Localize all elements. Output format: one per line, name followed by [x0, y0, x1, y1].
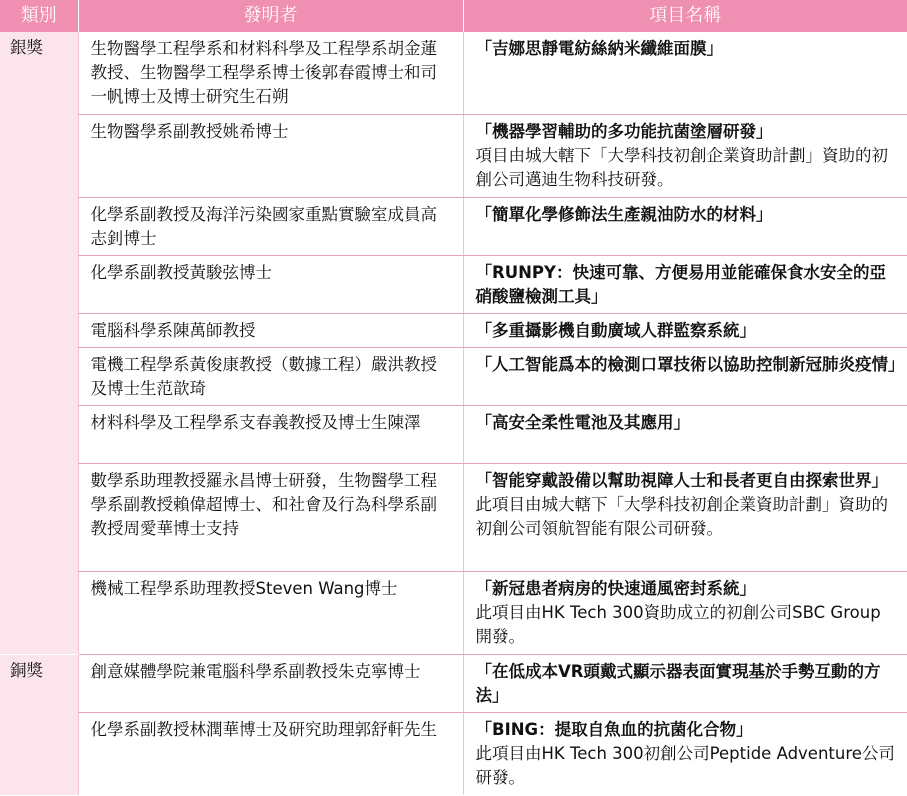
project-note: 項目由城大轄下「大學科技初創企業資助計劃」資助的初創公司邁迪生物科技研發。	[475, 146, 888, 189]
table-row	[0, 572, 907, 655]
table-row	[0, 314, 907, 348]
project-cell	[463, 464, 907, 572]
inventors-cell: 數學系助理教授羅永昌博士研發，生物醫學工程學系副教授賴偉超博士、和社會及行為科學系副教授周愛華博士支持	[78, 464, 463, 572]
project-title: 「新冠患者病房的快速通風密封系統」	[475, 579, 756, 598]
project-cell	[463, 406, 907, 464]
header-project: 項目名稱	[463, 0, 907, 32]
project-cell	[463, 198, 907, 256]
project-title: 「人工智能爲本的檢測口罩技術以協助控制新冠肺炎疫情」	[475, 355, 905, 374]
inventors-cell: 創意媒體學院兼電腦科學系副教授朱克寧博士	[78, 655, 463, 713]
inventors-cell: 化學系副教授黃駿弦博士	[78, 256, 463, 314]
table-row	[0, 198, 907, 256]
inventors-cell: 生物醫學系副教授姚希博士	[78, 115, 463, 198]
project-cell	[463, 32, 907, 115]
project-cell	[463, 115, 907, 198]
project-cell	[463, 713, 907, 796]
inventors-cell: 化學系副教授及海洋污染國家重點實驗室成員高志釗博士	[78, 198, 463, 256]
category-cell: 銀獎	[0, 32, 78, 655]
table-row	[0, 713, 907, 796]
category-cell: 銅獎	[0, 655, 78, 796]
project-title: 「吉娜思靜電紡絲納米纖維面膜」	[475, 39, 723, 58]
header-inventors: 發明者	[78, 0, 463, 32]
project-cell	[463, 572, 907, 655]
inventors-cell: 生物醫學工程學系和材料科學及工程學系胡金蓮教授、生物醫學工程學系博士後郭春霞博士和司一帆博士及博士研究生石朔	[78, 32, 463, 115]
header-row	[0, 0, 907, 32]
table-row	[0, 348, 907, 406]
inventors-cell: 電機工程學系黃俊康教授（數據工程）嚴洪教授及博士生范歆琦	[78, 348, 463, 406]
table-row	[0, 464, 907, 572]
project-note: 此項目由城大轄下「大學科技初創企業資助計劃」資助的初創公司領航智能有限公司研發。	[475, 495, 888, 538]
table-row	[0, 32, 907, 115]
table-row	[0, 115, 907, 198]
project-title: 「智能穿戴設備以幫助視障人士和長者更自由探索世界」	[475, 471, 888, 490]
project-cell	[463, 655, 907, 713]
project-title: 「BING：提取自魚血的抗菌化合物」	[475, 720, 753, 739]
project-title: 「高安全柔性電池及其應用」	[475, 413, 690, 432]
inventors-cell: 材料科學及工程學系支春義教授及博士生陳澤	[78, 406, 463, 464]
inventors-cell: 機械工程學系助理教授Steven Wang博士	[78, 572, 463, 655]
project-title: 「多重攝影機自動廣域人群監察系統」	[475, 321, 756, 340]
header-category: 類別	[0, 0, 78, 32]
table-row	[0, 406, 907, 464]
project-title: 「機器學習輔助的多功能抗菌塗層研發」	[475, 122, 773, 141]
inventors-cell: 化學系副教授林潤華博士及研究助理郭舒軒先生	[78, 713, 463, 796]
project-title: 「簡單化學修飾法生產親油防水的材料」	[475, 205, 773, 224]
project-note: 此項目由HK Tech 300初創公司Peptide Adventure公司研發。	[475, 744, 895, 787]
table-row	[0, 256, 907, 314]
project-cell	[463, 348, 907, 406]
project-note: 此項目由HK Tech 300資助成立的初創公司SBC Group開發。	[475, 603, 881, 646]
table-row	[0, 655, 907, 713]
inventors-cell: 電腦科學系陳萬師教授	[78, 314, 463, 348]
project-title: 「RUNPY：快速可靠、方便易用並能確保食水安全的亞硝酸鹽檢測工具」	[475, 263, 886, 306]
project-cell	[463, 256, 907, 314]
project-cell	[463, 314, 907, 348]
project-title: 「在低成本VR頭戴式顯示器表面實現基於手勢互動的方法」	[475, 662, 881, 705]
